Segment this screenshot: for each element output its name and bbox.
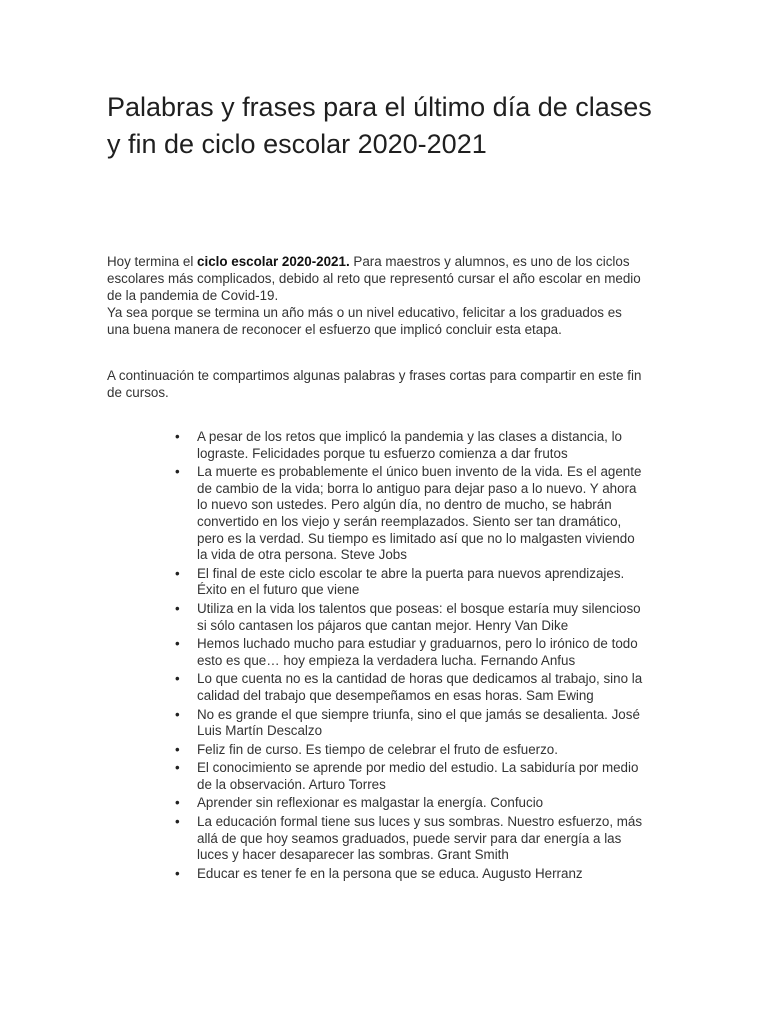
intro-section — [107, 253, 647, 338]
bullet-icon: • — [175, 760, 180, 776]
list-item — [175, 565, 647, 599]
list-item — [175, 429, 647, 462]
bullet-icon: • — [175, 464, 180, 480]
quote-text: El final de este ciclo escolar te abre la puerta para nuevos aprendizajes. Éxito en el futuro que viene — [197, 565, 625, 598]
quote-text: Aprender sin reflexionar es malgastar la energía. Confucio — [197, 795, 544, 811]
list-item — [175, 865, 647, 883]
bullet-icon: • — [175, 429, 180, 444]
quote-text: Educar es tener fe en la persona que se educa. Augusto Herranz — [197, 865, 583, 881]
quotes-list — [175, 429, 647, 884]
list-item — [175, 671, 647, 704]
quote-text: Utiliza en la vida los talentos que poseas: el bosque estaría muy silencioso si sólo cantasen los pájaros que cantan mejor. Henry Van Dike — [197, 600, 641, 633]
list-item — [175, 795, 647, 812]
quote-text: No es grande el que siempre triunfa, sino el que jamás se desalienta. José Luis Martín Descalzo — [197, 706, 640, 739]
list-item — [175, 600, 647, 634]
intro-paragraph — [107, 253, 647, 304]
bullet-icon: • — [175, 741, 180, 757]
quote-text: La muerte es probablemente el único buen invento de la vida. Es el agente de cambio de la vida; borra lo antiguo para dejar paso a lo nuevo. Y ahora lo nuevo son ustedes. Pero algún día, no dentro de mucho, se habrán convertido en los viejo y serán reemplazados. Siento ser tan dramático, pero es la verdad. Su tiempo es limitado así que no lo malgasten viviendo la vida de otra persona. Steve Jobs — [197, 464, 642, 563]
page-title: Palabras y frases para el último día de clases y fin de ciclo escolar 2020-2021 — [107, 92, 652, 159]
bullet-icon: • — [175, 865, 180, 881]
bullet-icon: • — [175, 565, 180, 581]
intro-text-end: Para maestros y alumnos, es uno de los ciclos escolares más complicados, debido al reto que representó cursar el año escolar en medio de la pandemia de Covid-19. — [107, 254, 641, 303]
bullet-icon: • — [175, 671, 180, 687]
list-item — [175, 706, 647, 740]
quote-text: Feliz fin de curso. Es tiempo de celebrar el fruto de esfuerzo. — [197, 741, 558, 757]
bullet-icon: • — [175, 636, 180, 652]
quote-text: La educación formal tiene sus luces y sus sombras. Nuestro esfuerzo, más allá de que hoy seamos graduados, puede servir para dar energía a las luces y hacer desaparecer las sombras. Grant Smith — [197, 814, 643, 863]
bullet-icon: • — [175, 600, 180, 616]
intro-bold-text: ciclo escolar 2020-2021. — [197, 254, 350, 269]
bullet-icon: • — [175, 814, 180, 830]
intro-second-paragraph: Ya sea porque se termina un año más o un nivel educativo, felicitar a los graduados es una buena manera de reconocer el esfuerzo que implicó concluir esta etapa. — [107, 305, 622, 337]
lead-paragraph: A continuación te compartimos algunas palabras y frases cortas para compartir en este fin de cursos. — [107, 368, 642, 400]
quote-text: A pesar de los retos que implicó la pandemia y las clases a distancia, lo lograste. Felicidades porque tu esfuerzo comienza a dar frutos — [197, 429, 623, 461]
bullet-icon: • — [175, 706, 180, 722]
intro-text-start: Hoy termina el — [107, 254, 198, 269]
quote-text: Lo que cuenta no es la cantidad de horas que dedicamos al trabajo, sino la calidad del trabajo que desempeñamos en esas horas. Sam Ewing — [197, 671, 643, 703]
list-item — [175, 814, 647, 864]
list-item — [175, 636, 647, 669]
list-item — [175, 741, 647, 759]
quote-text: El conocimiento se aprende por medio del estudio. La sabiduría por medio de la observación. Arturo Torres — [197, 760, 639, 792]
list-item — [175, 464, 647, 564]
list-item — [175, 760, 647, 793]
quote-text: Hemos luchado mucho para estudiar y graduarnos, pero lo irónico de todo esto es que… hoy empieza la verdadera lucha. Fernando Anfus — [197, 636, 638, 668]
bullet-icon: • — [175, 795, 180, 811]
